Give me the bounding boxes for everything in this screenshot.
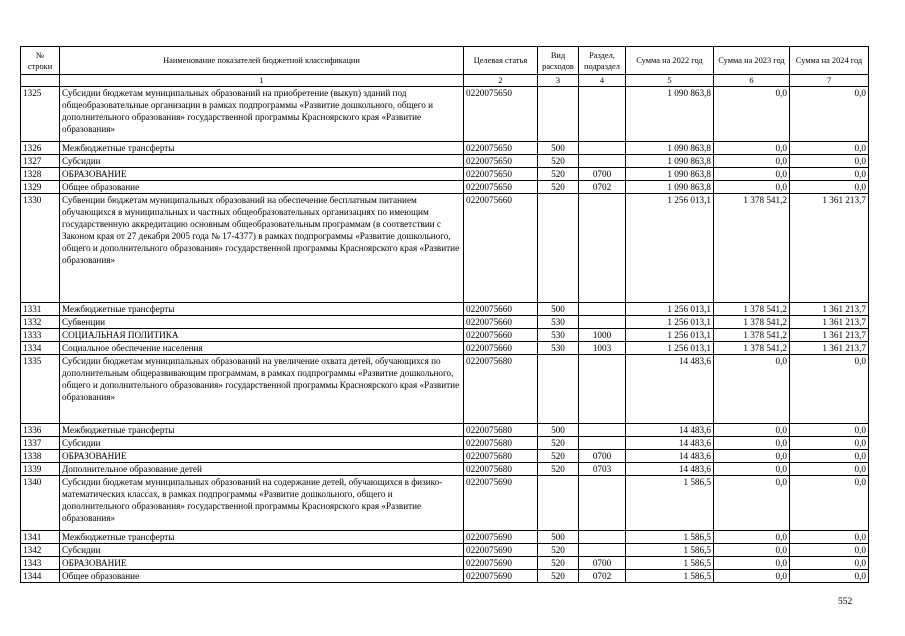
sum-2024: 1 361 213,7 xyxy=(790,342,869,355)
row-number: 1328 xyxy=(21,168,60,181)
sum-2023: 0,0 xyxy=(714,531,790,544)
target-article: 0220075680 xyxy=(464,450,538,463)
sum-2024: 0,0 xyxy=(790,476,869,531)
expense-type: 520 xyxy=(538,168,579,181)
section-code: 0700 xyxy=(579,168,626,181)
indicator-name: Субвенции xyxy=(60,316,464,329)
sum-2022: 1 586,5 xyxy=(626,544,714,557)
sum-2022: 1 586,5 xyxy=(626,531,714,544)
sum-2023: 0,0 xyxy=(714,463,790,476)
sum-2024: 1 361 213,7 xyxy=(790,329,869,342)
expense-type: 520 xyxy=(538,155,579,168)
column-number: 7 xyxy=(790,75,869,87)
table-row xyxy=(21,87,869,142)
row-number: 1330 xyxy=(21,194,60,303)
sum-2023: 1 378 541,2 xyxy=(714,342,790,355)
target-article: 0220075660 xyxy=(464,194,538,303)
column-number-row xyxy=(21,75,869,87)
sum-2022: 1 256 013,1 xyxy=(626,303,714,316)
sum-2024: 0,0 xyxy=(790,544,869,557)
table-row xyxy=(21,168,869,181)
expense-type: 520 xyxy=(538,570,579,583)
expense-type: 500 xyxy=(538,303,579,316)
row-number: 1327 xyxy=(21,155,60,168)
sum-2022: 1 090 863,8 xyxy=(626,155,714,168)
table-row xyxy=(21,194,869,303)
section-code xyxy=(579,355,626,424)
expense-type xyxy=(538,355,579,424)
column-number: 5 xyxy=(626,75,714,87)
expense-type xyxy=(538,194,579,303)
section-code xyxy=(579,544,626,557)
sum-2022: 1 090 863,8 xyxy=(626,181,714,194)
section-code xyxy=(579,142,626,155)
sum-2024: 0,0 xyxy=(790,463,869,476)
target-article: 0220075650 xyxy=(464,155,538,168)
sum-2023: 1 378 541,2 xyxy=(714,329,790,342)
sum-2024: 0,0 xyxy=(790,570,869,583)
target-article: 0220075680 xyxy=(464,355,538,424)
section-code xyxy=(579,316,626,329)
section-code xyxy=(579,437,626,450)
target-article: 0220075650 xyxy=(464,142,538,155)
sum-2024: 0,0 xyxy=(790,168,869,181)
expense-type: 530 xyxy=(538,316,579,329)
sum-2024: 1 361 213,7 xyxy=(790,303,869,316)
header-sum-2023: Сумма на 2023 год xyxy=(714,47,790,75)
section-code: 0702 xyxy=(579,570,626,583)
sum-2023: 1 378 541,2 xyxy=(714,316,790,329)
sum-2023: 0,0 xyxy=(714,570,790,583)
sum-2022: 14 483,6 xyxy=(626,437,714,450)
table-row xyxy=(21,570,869,583)
table-row xyxy=(21,544,869,557)
sum-2023: 0,0 xyxy=(714,142,790,155)
target-article: 0220075650 xyxy=(464,168,538,181)
row-number: 1339 xyxy=(21,463,60,476)
table-row xyxy=(21,424,869,437)
table-row xyxy=(21,476,869,531)
row-number: 1325 xyxy=(21,87,60,142)
sum-2022: 14 483,6 xyxy=(626,424,714,437)
target-article: 0220075680 xyxy=(464,437,538,450)
row-number: 1340 xyxy=(21,476,60,531)
table-row xyxy=(21,155,869,168)
table-row xyxy=(21,342,869,355)
row-number: 1329 xyxy=(21,181,60,194)
target-article: 0220075690 xyxy=(464,557,538,570)
sum-2023: 0,0 xyxy=(714,544,790,557)
target-article: 0220075680 xyxy=(464,424,538,437)
expense-type: 530 xyxy=(538,329,579,342)
row-number: 1335 xyxy=(21,355,60,424)
row-number: 1344 xyxy=(21,570,60,583)
expense-type xyxy=(538,87,579,142)
sum-2024: 0,0 xyxy=(790,424,869,437)
section-code: 0700 xyxy=(579,450,626,463)
table-row xyxy=(21,181,869,194)
section-code: 0700 xyxy=(579,557,626,570)
indicator-name: Субсидии xyxy=(60,437,464,450)
sum-2022: 1 256 013,1 xyxy=(626,316,714,329)
header-sum-2024: Сумма на 2024 год xyxy=(790,47,869,75)
header-section: Раздел, подраздел xyxy=(579,47,626,75)
indicator-name: Субсидии xyxy=(60,544,464,557)
section-code xyxy=(579,155,626,168)
expense-type: 520 xyxy=(538,437,579,450)
target-article: 0220075650 xyxy=(464,181,538,194)
indicator-name: Субсидии бюджетам муниципальных образований на приобретение (выкуп) зданий под общеобразовательные организации в рамках подпрограммы «Развитие дошкольного, общего и дополнительного образования» государственной программы Красноярского края «Развитие образования» xyxy=(60,87,464,142)
sum-2024: 0,0 xyxy=(790,181,869,194)
row-number: 1334 xyxy=(21,342,60,355)
sum-2024: 0,0 xyxy=(790,155,869,168)
table-row xyxy=(21,142,869,155)
indicator-name: Общее образование xyxy=(60,181,464,194)
target-article: 0220075680 xyxy=(464,463,538,476)
target-article: 0220075660 xyxy=(464,329,538,342)
expense-type: 530 xyxy=(538,342,579,355)
row-number: 1336 xyxy=(21,424,60,437)
section-code xyxy=(579,531,626,544)
indicator-name: Межбюджетные трансферты xyxy=(60,303,464,316)
sum-2023: 0,0 xyxy=(714,424,790,437)
sum-2023: 1 378 541,2 xyxy=(714,303,790,316)
header-row xyxy=(21,47,869,75)
table-row xyxy=(21,303,869,316)
target-article: 0220075690 xyxy=(464,570,538,583)
table-row xyxy=(21,329,869,342)
section-code xyxy=(579,303,626,316)
table-row xyxy=(21,557,869,570)
sum-2023: 0,0 xyxy=(714,87,790,142)
sum-2023: 0,0 xyxy=(714,181,790,194)
sum-2023: 0,0 xyxy=(714,450,790,463)
section-code: 1000 xyxy=(579,329,626,342)
target-article: 0220075650 xyxy=(464,87,538,142)
row-number: 1333 xyxy=(21,329,60,342)
table-row xyxy=(21,531,869,544)
column-number: 2 xyxy=(464,75,538,87)
sum-2022: 1 090 863,8 xyxy=(626,168,714,181)
header-indicator-name: Наименование показателей бюджетной классификации xyxy=(60,47,464,75)
row-number: 1331 xyxy=(21,303,60,316)
sum-2024: 1 361 213,7 xyxy=(790,316,869,329)
table-body xyxy=(21,87,869,583)
page-number: 552 xyxy=(838,597,853,607)
table-row xyxy=(21,355,869,424)
sum-2024: 0,0 xyxy=(790,450,869,463)
column-number: 1 xyxy=(60,75,464,87)
indicator-name: Социальное обеспечение населения xyxy=(60,342,464,355)
expense-type: 520 xyxy=(538,463,579,476)
indicator-name: Дополнительное образование детей xyxy=(60,463,464,476)
header-sum-2022: Сумма на 2022 год xyxy=(626,47,714,75)
section-code xyxy=(579,87,626,142)
sum-2024: 1 361 213,7 xyxy=(790,194,869,303)
indicator-name: Субсидии бюджетам муниципальных образований на содержание детей, обучающихся в физико-математических классах, в рамках подпрограммы «Развитие дошкольного, общего и дополнительного образования» государственной программы Красноярского края «Развитие образования» xyxy=(60,476,464,531)
sum-2022: 1 256 013,1 xyxy=(626,329,714,342)
sum-2024: 0,0 xyxy=(790,531,869,544)
section-code xyxy=(579,476,626,531)
sum-2022: 14 483,6 xyxy=(626,355,714,424)
indicator-name: Межбюджетные трансферты xyxy=(60,424,464,437)
sum-2024: 0,0 xyxy=(790,142,869,155)
sum-2023: 0,0 xyxy=(714,155,790,168)
expense-type: 520 xyxy=(538,544,579,557)
indicator-name: Субсидии xyxy=(60,155,464,168)
sum-2024: 0,0 xyxy=(790,557,869,570)
section-code: 0703 xyxy=(579,463,626,476)
header-row-number: № строки xyxy=(21,47,60,75)
sum-2022: 14 483,6 xyxy=(626,463,714,476)
row-number: 1332 xyxy=(21,316,60,329)
indicator-name: ОБРАЗОВАНИЕ xyxy=(60,557,464,570)
table-row xyxy=(21,316,869,329)
indicator-name: Субсидии бюджетам муниципальных образований на увеличение охвата детей, обучающихся по дополнительным общеразвивающим программам, в рамках подпрограммы «Развитие дошкольного, общего и дополнительного образования» государственной программы Красноярского края «Развитие образования» xyxy=(60,355,464,424)
sum-2022: 14 483,6 xyxy=(626,450,714,463)
column-number: 3 xyxy=(538,75,579,87)
section-code xyxy=(579,194,626,303)
sum-2023: 0,0 xyxy=(714,168,790,181)
sum-2022: 1 256 013,1 xyxy=(626,342,714,355)
expense-type: 500 xyxy=(538,142,579,155)
expense-type: 520 xyxy=(538,181,579,194)
sum-2022: 1 586,5 xyxy=(626,570,714,583)
section-code: 1003 xyxy=(579,342,626,355)
sum-2022: 1 256 013,1 xyxy=(626,194,714,303)
expense-type: 500 xyxy=(538,531,579,544)
indicator-name: ОБРАЗОВАНИЕ xyxy=(60,450,464,463)
header-expense-type: Вид расходов xyxy=(538,47,579,75)
table-row xyxy=(21,437,869,450)
indicator-name: ОБРАЗОВАНИЕ xyxy=(60,168,464,181)
section-code xyxy=(579,424,626,437)
sum-2022: 1 090 863,8 xyxy=(626,142,714,155)
target-article: 0220075660 xyxy=(464,303,538,316)
indicator-name: Общее образование xyxy=(60,570,464,583)
sum-2022: 1 586,5 xyxy=(626,476,714,531)
sum-2023: 0,0 xyxy=(714,437,790,450)
row-number: 1342 xyxy=(21,544,60,557)
target-article: 0220075690 xyxy=(464,544,538,557)
expense-type: 520 xyxy=(538,450,579,463)
target-article: 0220075690 xyxy=(464,531,538,544)
table-row xyxy=(21,463,869,476)
sum-2024: 0,0 xyxy=(790,87,869,142)
header-target-article: Целевая статья xyxy=(464,47,538,75)
budget-table xyxy=(20,46,869,583)
column-number: 4 xyxy=(579,75,626,87)
expense-type: 520 xyxy=(538,557,579,570)
row-number: 1338 xyxy=(21,450,60,463)
indicator-name: Межбюджетные трансферты xyxy=(60,142,464,155)
table-row xyxy=(21,450,869,463)
indicator-name: Межбюджетные трансферты xyxy=(60,531,464,544)
column-number xyxy=(21,75,60,87)
indicator-name: Субвенции бюджетам муниципальных образований на обеспечение бесплатным питанием обучающихся в муниципальных и частных общеобразовательных организациях по имеющим государственную аккредитацию основным общеобразовательным программам (в соответствии с Законом края от 27 декабря 2005 года № 17-4377) в рамках подпрограммы «Развитие дошкольного, общего и дополнительного образования» государственной программы Красноярского края «Развитие образования» xyxy=(60,194,464,303)
expense-type: 500 xyxy=(538,424,579,437)
section-code: 0702 xyxy=(579,181,626,194)
target-article: 0220075690 xyxy=(464,476,538,531)
row-number: 1337 xyxy=(21,437,60,450)
row-number: 1341 xyxy=(21,531,60,544)
sum-2024: 0,0 xyxy=(790,437,869,450)
sum-2023: 0,0 xyxy=(714,557,790,570)
sum-2022: 1 586,5 xyxy=(626,557,714,570)
row-number: 1326 xyxy=(21,142,60,155)
sum-2023: 0,0 xyxy=(714,476,790,531)
indicator-name: СОЦИАЛЬНАЯ ПОЛИТИКА xyxy=(60,329,464,342)
expense-type xyxy=(538,476,579,531)
target-article: 0220075660 xyxy=(464,316,538,329)
sum-2022: 1 090 863,8 xyxy=(626,87,714,142)
row-number: 1343 xyxy=(21,557,60,570)
sum-2023: 1 378 541,2 xyxy=(714,194,790,303)
sum-2024: 0,0 xyxy=(790,355,869,424)
sum-2023: 0,0 xyxy=(714,355,790,424)
target-article: 0220075660 xyxy=(464,342,538,355)
column-number: 6 xyxy=(714,75,790,87)
